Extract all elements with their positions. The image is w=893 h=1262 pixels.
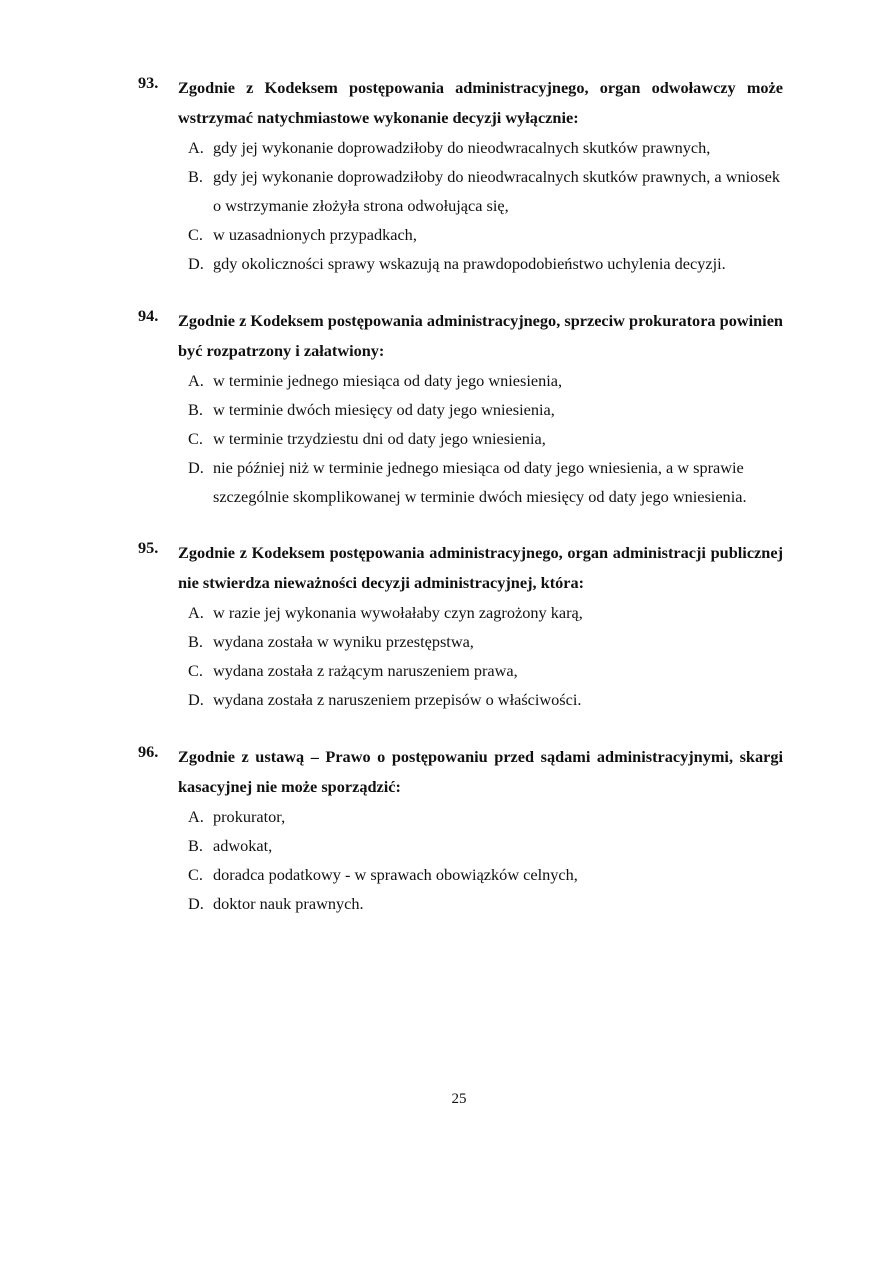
answer-list bbox=[188, 598, 783, 714]
answer-text: w terminie jednego miesiąca od daty jego wniesienia, bbox=[213, 371, 563, 390]
answer-text: doradca podatkowy - w sprawach obowiązków celnych, bbox=[213, 865, 578, 884]
answer-option bbox=[188, 133, 783, 162]
answer-letter: B. bbox=[188, 632, 203, 651]
answer-text: gdy jej wykonanie doprowadziłoby do nieodwracalnych skutków prawnych, bbox=[213, 138, 711, 157]
question-94 bbox=[138, 306, 783, 511]
question-number: 93. bbox=[138, 73, 159, 92]
answer-option bbox=[188, 366, 783, 395]
answer-letter: B. bbox=[188, 400, 203, 419]
answer-text: wydana została z naruszeniem przepisów o właściwości. bbox=[213, 690, 582, 709]
answer-option bbox=[188, 627, 783, 656]
answer-letter: C. bbox=[188, 865, 203, 884]
answer-list bbox=[188, 366, 783, 511]
answer-letter: D. bbox=[188, 254, 204, 273]
page-number: 25 bbox=[451, 1091, 467, 1107]
answer-list bbox=[188, 802, 783, 918]
answer-text: w razie jej wykonania wywołałaby czyn zagrożony karą, bbox=[213, 603, 583, 622]
answer-option bbox=[188, 424, 783, 453]
question-93 bbox=[138, 73, 783, 278]
question-96 bbox=[138, 742, 783, 918]
question-number: 96. bbox=[138, 742, 159, 761]
answer-option bbox=[188, 802, 783, 831]
answer-text: wydana została w wyniku przestępstwa, bbox=[213, 632, 474, 651]
answer-letter: A. bbox=[188, 138, 204, 157]
answer-letter: A. bbox=[188, 807, 204, 826]
answer-letter: C. bbox=[188, 225, 203, 244]
answer-letter: A. bbox=[188, 371, 204, 390]
answer-letter: A. bbox=[188, 603, 204, 622]
answer-text: nie później niż w terminie jednego miesiąca od daty jego wniesienia, a w sprawie szczególnie skomplikowanej w terminie dwóch miesięcy od daty jego wniesienia. bbox=[213, 458, 747, 506]
answer-option bbox=[188, 656, 783, 685]
question-95 bbox=[138, 538, 783, 714]
question-number: 94. bbox=[138, 306, 159, 325]
question-number: 95. bbox=[138, 538, 159, 557]
answer-text: wydana została z rażącym naruszeniem prawa, bbox=[213, 661, 518, 680]
answer-option bbox=[188, 249, 783, 278]
answer-list bbox=[188, 133, 783, 278]
answer-option bbox=[188, 889, 783, 918]
question-text: Zgodnie z Kodeksem postępowania administracyjnego, organ administracji publicznej nie stwierdza nieważności decyzji administracyjnej, która: bbox=[178, 543, 783, 592]
answer-letter: B. bbox=[188, 167, 203, 186]
answer-option bbox=[188, 453, 783, 511]
answer-option bbox=[188, 220, 783, 249]
question-text: Zgodnie z Kodeksem postępowania administracyjnego, organ odwoławczy może wstrzymać natychmiastowe wykonanie decyzji wyłącznie: bbox=[178, 78, 783, 127]
answer-letter: C. bbox=[188, 429, 203, 448]
answer-option bbox=[188, 395, 783, 424]
answer-option bbox=[188, 831, 783, 860]
answer-text: w uzasadnionych przypadkach, bbox=[213, 225, 417, 244]
answer-option bbox=[188, 685, 783, 714]
answer-letter: D. bbox=[188, 894, 204, 913]
answer-letter: D. bbox=[188, 458, 204, 477]
question-text: Zgodnie z ustawą – Prawo o postępowaniu przed sądami administracyjnymi, skargi kasacyjnej nie może sporządzić: bbox=[178, 747, 783, 796]
answer-text: adwokat, bbox=[213, 836, 273, 855]
answer-text: prokurator, bbox=[213, 807, 286, 826]
question-text: Zgodnie z Kodeksem postępowania administracyjnego, sprzeciw prokuratora powinien być rozpatrzony i załatwiony: bbox=[178, 311, 783, 360]
answer-option bbox=[188, 598, 783, 627]
answer-text: w terminie trzydziestu dni od daty jego wniesienia, bbox=[213, 429, 546, 448]
answer-option bbox=[188, 860, 783, 889]
answer-text: doktor nauk prawnych. bbox=[213, 894, 364, 913]
answer-letter: D. bbox=[188, 690, 204, 709]
answer-text: gdy jej wykonanie doprowadziłoby do nieodwracalnych skutków prawnych, a wniosek o wstrzymanie złożyła strona odwołująca się, bbox=[213, 167, 780, 215]
answer-text: w terminie dwóch miesięcy od daty jego wniesienia, bbox=[213, 400, 555, 419]
answer-letter: B. bbox=[188, 836, 203, 855]
answer-text: gdy okoliczności sprawy wskazują na prawdopodobieństwo uchylenia decyzji. bbox=[213, 254, 726, 273]
answer-letter: C. bbox=[188, 661, 203, 680]
answer-option bbox=[188, 162, 783, 220]
